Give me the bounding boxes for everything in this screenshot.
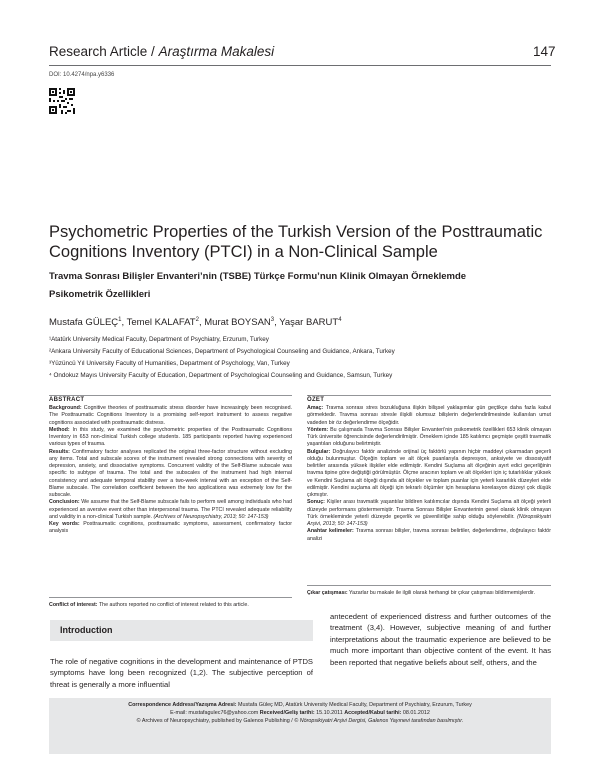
author: Yaşar BARUT: [279, 317, 339, 329]
intro-left-text: The role of negative cognitions in the development and maintenance of PTDS symptoms have long been recognized (1,2). The subjective perception of threat is generally a more influential: [50, 657, 313, 689]
corr-label: Correspondence Address/Yazışma Adresi:: [128, 702, 237, 708]
header-separator: /: [147, 44, 159, 59]
received-date: 15.10.2011: [314, 710, 345, 716]
keywords-text: Posttraumatic cognitions, posttraumatic symptoms, assessment, confirmatory factor analysis: [49, 521, 292, 535]
amac-label: Amaç:: [307, 405, 324, 411]
abstract-body: [49, 405, 292, 536]
running-header: [49, 44, 274, 59]
abstract-coi-rule: [49, 597, 292, 598]
background-text: Cognitive theories of posttraumatic stress disorder have increasingly been recognised. The Posttraumatic Cognitions Inventory is a promising self-report instrument to assess negative cognitions associated with posttraumatic distress.: [49, 405, 292, 426]
ozet-top-rule: [307, 395, 551, 396]
anahtar-label: Anahtar kelimeler:: [307, 528, 354, 535]
affiliation-3: ³Yüzüncü Yıl University Faculty of Humanities, Department of Psychology, Van, Turkey: [49, 360, 290, 367]
introduction-heading: Introduction: [50, 620, 313, 641]
method-label: Method:: [49, 426, 70, 433]
ozet-body: [307, 405, 551, 543]
bulgular-text: Doğrulayıcı faktör analizinde orijinal üç faktörlü yapının hiçbir maddeyi çıkarmadan geçerli olduğu bulunmuştur. Ölçeğin toplam ve alt ölçek puanlarıyla depresyon, anksiyete ve dissosiyatif belirtiler arasında yüksek ilişkiler elde edilmiştir. Kendini Suçlama alt ölçeğinin ayırt edici geçerliğinin travma tipine göre değiştiği görülmüştür. Ölçme aracının toplam ve alt ölçekleri için iç tutarlılıklar yüksek ve Kendini Suçlama alt ölçeği dışında alt ölçekler ve toplam puanlar için yeterli kararlılık düzeyleri elde edilmiştir. Kendini suçlama alt ölçeği için tekrarlı ölçümler için hesaplana korelasyon düzeyi çok düşük çıkmıştır.: [307, 448, 551, 498]
header-rule: [49, 65, 551, 66]
intro-right-text: antecedent of experienced distress and further outcomes of the treatment (3,4). However, subjective meaning of and further interpretations about the traumatic experience are believed to be much more important than objective content of the event. It has been reported that negative beliefs about self, others, and the: [330, 612, 551, 667]
page-number: 147: [533, 44, 556, 59]
title-line-2: Cognitions Inventory (PTCI) in a Non-Clinical Sample: [49, 243, 438, 261]
author-list: [49, 317, 342, 328]
author: Temel KALAFAT: [126, 317, 196, 329]
dates-line: [49, 710, 551, 717]
author: Murat BOYSAN: [204, 317, 271, 329]
accepted-label: Accepted/Kabul tarihi:: [344, 710, 402, 716]
ozet-citation: (Nöropsikiyatri Arşivi, 2013; 50: 147-153): [307, 513, 551, 527]
yontem-label: Yöntem:: [307, 426, 329, 433]
received-label: Received/Geliş tarihi:: [259, 710, 315, 716]
background-label: Background:: [49, 405, 82, 411]
copyright-tr: © Nöropsikiyatri Arşivi Dergisi, Galenos Yayınevi tarafından basılmıştır.: [294, 718, 464, 724]
abstract-citation: (Archives of Neuropsychiatry, 2013; 50: 147-153): [153, 513, 269, 520]
cikar-label: Çıkar çatışması:: [307, 590, 348, 596]
accepted-date: 08.01.2012: [401, 710, 430, 716]
yontem-text: Bu çalışmada Travma Sonrası Bilişler Envanteri’nin psikometrik özellikleri 653 klinik olmayan Türk üniversite öğrencisinde değerlendirilmiştir. Örneklem içinde 185 katılımcı geçmişte çeşitli travmatik yaşantıları olduğunu belirtmiştir.: [307, 426, 551, 448]
copyright-line: [49, 718, 551, 725]
abstract-top-rule: [49, 395, 292, 396]
author-sup: 2: [195, 317, 199, 323]
copyright-en: © Archives of Neuropsychiatry, published by Galenos Publishing /: [136, 718, 295, 724]
amac-text: Travma sonrası stres bozukluğuna ilişkin bilişsel yaklaşımlar gün geçtikçe daha fazla kabul görmektedir. Travma sonrası stresle ilişkili olumsuz bilişlerin değerlendirilmesinde kullanılan umut vadeden bir öz değerlendirme ölçeğidir.: [307, 405, 551, 426]
ozet-heading: ÖZET: [307, 397, 325, 403]
conflict-of-interest: [49, 602, 292, 609]
correspondence-line: [49, 702, 551, 709]
sonuc-label: Sonuç:: [307, 499, 325, 506]
article-title: [49, 222, 549, 262]
anahtar-text: Travma sonrası bilişler, travma sonrası belirtiler, değerlendirme, doğrulayıcı faktör analizi: [307, 528, 551, 542]
qr-code-icon: [49, 88, 75, 114]
abstract-heading: ABSTRACT: [49, 397, 85, 403]
section-en: Research Article: [49, 44, 148, 59]
corr-text: Mustafa Güleç MD, Atatürk University Medical Faculty, Department of Psychiatry, Erzurum, Turkey: [236, 702, 472, 708]
email: E-mail: mustafagulec76@yahoo.com: [170, 710, 259, 716]
author-sup: 1: [118, 317, 122, 323]
author-separator: ,: [274, 317, 280, 329]
cikar-catismasi: [307, 590, 551, 597]
coi-text: The authors reported no conflict of interest related to this article.: [97, 602, 249, 608]
method-text: In this study, we examined the psychometric properties of the Posttraumatic Cognitions Inventory in 653 non-clinical Turkish college students. 185 participants reported having experienced various types of trauma.: [49, 426, 292, 448]
doi: DOI: 10.4274/npa.y6336: [49, 72, 115, 78]
ozet-coi-rule: [307, 585, 551, 586]
affiliation-4: ⁴ Ondokuz Mayıs University Faculty of Education, Department of Psychological Counseling and Guidance, Samsun, Turkey: [49, 372, 393, 379]
author-sup: 4: [338, 317, 342, 323]
affiliation-2: ²Ankara University Faculty of Educational Sciences, Department of Psychological Counseling and Guidance, Ankara, Turkey: [49, 348, 395, 355]
turkish-title: [49, 268, 549, 304]
keywords-label: Key words:: [49, 521, 80, 527]
turkish-title-line-2: Psikometrik Özellikleri: [49, 289, 151, 300]
title-line-1: Psychometric Properties of the Turkish Version of the Posttraumatic: [49, 223, 543, 241]
conclusion-text: We assume that the Self-Blame subscale fails to perform well among individuals who had experienced an aversive event other than interpersonal trauma. The PTCI revealed adequate reliability and validity in a non-clinical Turkish sample.: [49, 499, 292, 520]
author-separator: ,: [121, 317, 127, 329]
affiliation-1: ¹Atatürk University Medical Faculty, Department of Psychiatry, Erzurum, Turkey: [49, 336, 269, 343]
turkish-title-line-1: Travma Sonrası Bilişler Envanteri’nin (TSBE) Türkçe Formu’nun Klinik Olmayan Örneklemde: [49, 271, 467, 282]
results-label: Results:: [49, 448, 70, 455]
sonuc-text: Kişiler arası travmatik yaşantılar bildiren katılımcılar dışında Kendini Suçlama alt ölçeği yeterli düzeyde performans göstermemiştir. Travma Sonrası Bilişler Envanterinin genel olarak klinik olmayan Türk örnekleminde yeterli düzeyde geçerlik ve güvenilirliğe sahip olduğu söylenebilir.: [307, 499, 551, 520]
author-separator: ,: [198, 317, 205, 329]
cikar-text: Yazarlar bu makale ile ilgili olarak herhangi bir çıkar çatışması bildirmemişlerdir.: [347, 590, 535, 596]
conclusion-label: Conclusion:: [49, 499, 80, 506]
results-text: Confirmatory factor analyses replicated the original three-factor structure without excluding any items. Total and subscale scores of the instrument revealed strong connections with severity of depression, anxiety, and dissociative symptoms. Concurrent validity of the Self-Blame subscale was specific to subtype of trauma. The total and the subscales of the instrument had high internal consistency and adequate temporal stability over a two-week interval with an exception of the Self-Blame subscale. The correlation coefficient between the two applications was extremely low for the subscale.: [49, 448, 292, 498]
coi-label: Conflict of interest:: [49, 602, 98, 608]
author-sup: 3: [270, 317, 275, 323]
section-tr: Araştırma Makalesi: [158, 44, 275, 59]
bulgular-label: Bulgular:: [307, 448, 331, 455]
author: Mustafa GÜLEÇ: [49, 317, 119, 329]
